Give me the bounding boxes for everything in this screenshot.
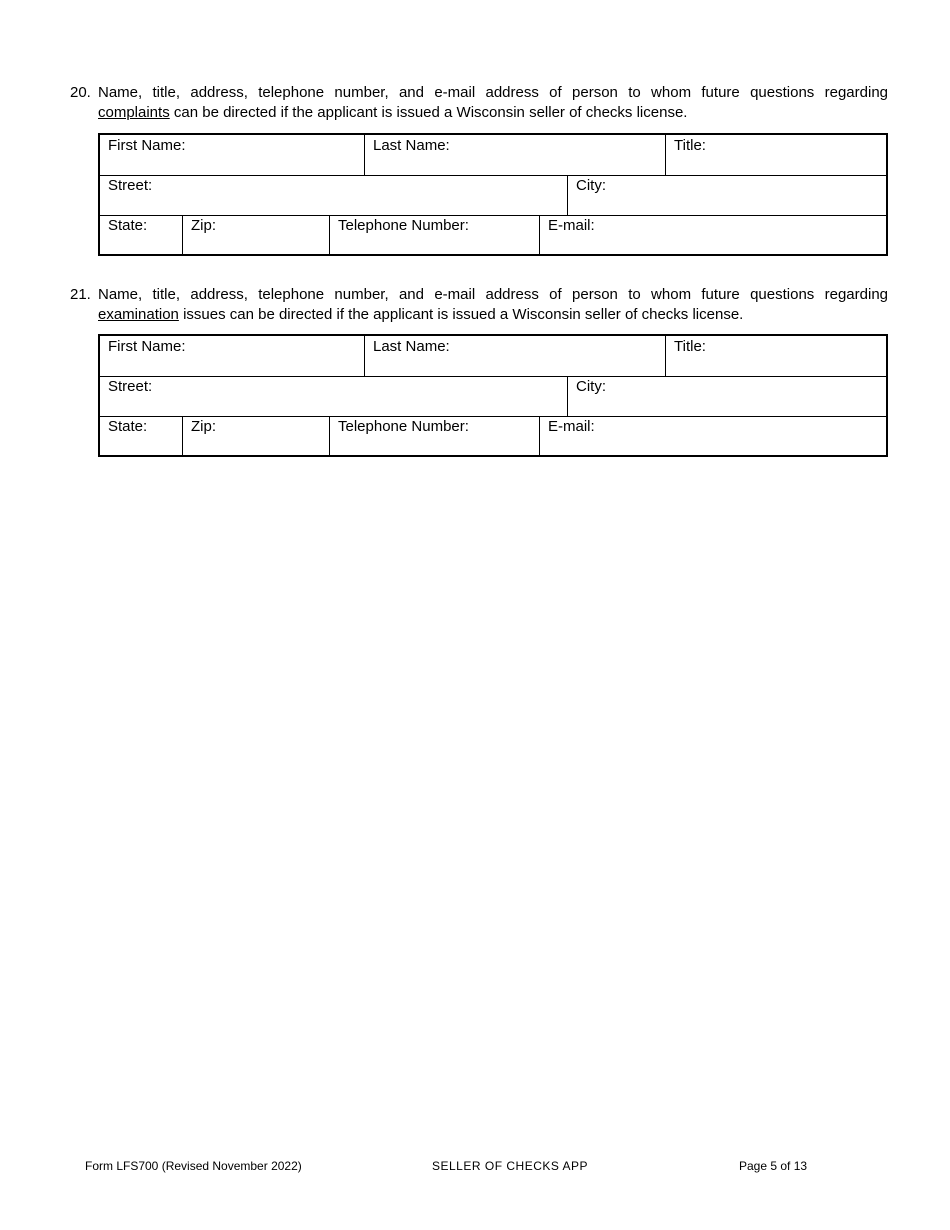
title-cell[interactable] xyxy=(666,135,886,175)
email-label: E-mail: xyxy=(548,217,595,234)
footer-form-id: Form LFS700 (Revised November 2022) xyxy=(85,1159,302,1173)
street-cell[interactable] xyxy=(100,175,568,215)
last-name-label: Last Name: xyxy=(373,137,450,154)
city-cell[interactable] xyxy=(568,175,886,215)
street-label: Street: xyxy=(108,177,153,194)
city-input[interactable] xyxy=(576,397,878,413)
first-name-input[interactable] xyxy=(108,156,356,172)
street-label: Street: xyxy=(108,378,153,395)
first-name-label: First Name: xyxy=(108,137,186,154)
city-cell[interactable] xyxy=(568,376,886,416)
question-underlined-term: complaints xyxy=(98,104,170,121)
zip-cell[interactable] xyxy=(183,215,330,254)
question-text-line1: Name, title, address, telephone number, and e-mail address of person to whom future questions regarding xyxy=(98,84,888,101)
state-input[interactable] xyxy=(108,236,174,252)
title-label: Title: xyxy=(674,137,706,154)
title-cell[interactable] xyxy=(666,336,886,376)
question-number: 21. xyxy=(70,286,91,303)
last-name-input[interactable] xyxy=(373,357,657,373)
state-cell[interactable] xyxy=(100,215,183,254)
question-text-rest: issues can be directed if the applicant is issued a Wisconsin seller of checks license. xyxy=(183,306,744,323)
state-label: State: xyxy=(108,418,148,435)
last-name-cell[interactable] xyxy=(365,135,666,175)
first-name-input[interactable] xyxy=(108,357,356,373)
telephone-label: Telephone Number: xyxy=(338,418,469,435)
telephone-input[interactable] xyxy=(338,236,531,252)
title-input[interactable] xyxy=(674,156,878,172)
last-name-label: Last Name: xyxy=(373,338,450,355)
question-21 xyxy=(70,285,888,325)
telephone-label: Telephone Number: xyxy=(338,217,469,234)
question-underlined-term: examination xyxy=(98,306,179,323)
state-input[interactable] xyxy=(108,437,174,453)
email-cell[interactable] xyxy=(540,416,886,455)
telephone-cell[interactable] xyxy=(330,215,540,254)
last-name-cell[interactable] xyxy=(365,336,666,376)
email-cell[interactable] xyxy=(540,215,886,254)
zip-cell[interactable] xyxy=(183,416,330,455)
last-name-input[interactable] xyxy=(373,156,657,172)
zip-input[interactable] xyxy=(191,437,321,453)
state-cell[interactable] xyxy=(100,416,183,455)
footer-page-number: Page 5 of 13 xyxy=(739,1159,808,1173)
telephone-input[interactable] xyxy=(338,437,531,453)
street-input[interactable] xyxy=(108,397,559,413)
street-cell[interactable] xyxy=(100,376,568,416)
title-label: Title: xyxy=(674,338,706,355)
street-input[interactable] xyxy=(108,196,559,212)
contact-table-complaints xyxy=(98,133,888,256)
city-input[interactable] xyxy=(576,196,878,212)
zip-label: Zip: xyxy=(191,217,217,234)
footer-doc-title: SELLER OF CHECKS APP xyxy=(432,1159,589,1173)
email-input[interactable] xyxy=(548,236,878,252)
title-input[interactable] xyxy=(674,357,878,373)
question-text-rest: can be directed if the applicant is issued a Wisconsin seller of checks license. xyxy=(173,104,688,121)
zip-input[interactable] xyxy=(191,236,321,252)
first-name-label: First Name: xyxy=(108,338,186,355)
email-label: E-mail: xyxy=(548,418,595,435)
question-text-line1: Name, title, address, telephone number, and e-mail address of person to whom future questions regarding xyxy=(98,286,888,303)
question-number: 20. xyxy=(70,84,91,101)
state-label: State: xyxy=(108,217,148,234)
city-label: City: xyxy=(576,378,606,395)
email-input[interactable] xyxy=(548,437,878,453)
contact-table-examination xyxy=(98,334,888,457)
zip-label: Zip: xyxy=(191,418,217,435)
question-20 xyxy=(70,83,888,123)
first-name-cell[interactable] xyxy=(100,336,365,376)
telephone-cell[interactable] xyxy=(330,416,540,455)
city-label: City: xyxy=(576,177,606,194)
first-name-cell[interactable] xyxy=(100,135,365,175)
